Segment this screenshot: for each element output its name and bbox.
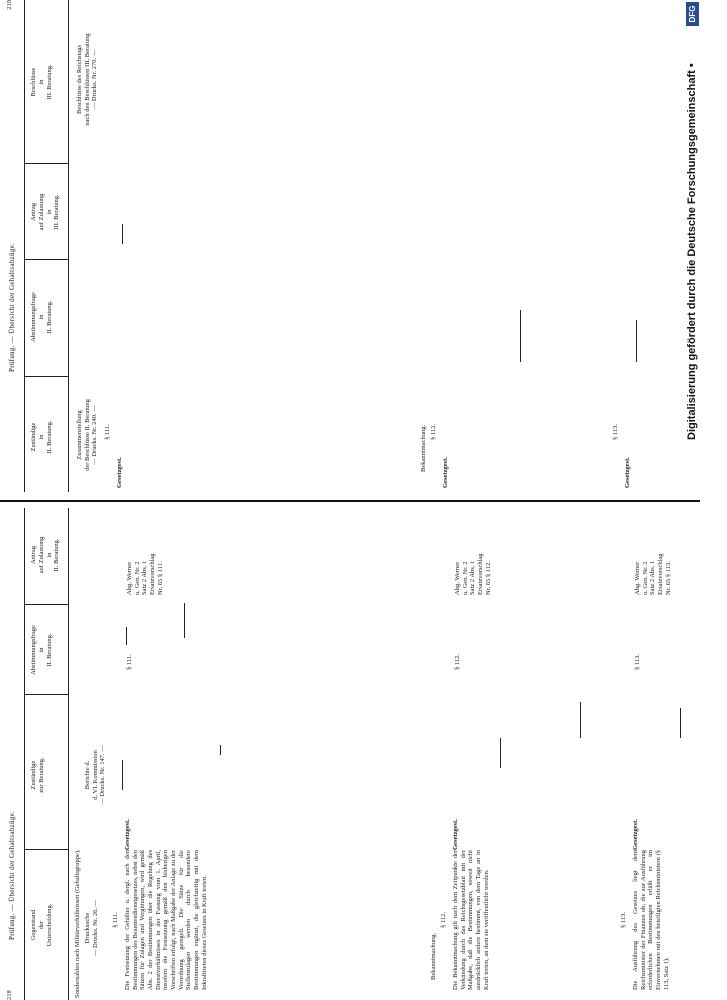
left-header-col2: Zuständige zur Beratung. <box>30 757 45 793</box>
left-section3-blank-a <box>680 708 681 738</box>
left-header-col3: Abstimmungsfrage in II. Beratung. <box>30 625 53 675</box>
right-section2-gesetzt: Gesetzgest. <box>442 457 449 488</box>
left-section3-para: § 113. <box>620 912 627 929</box>
left-section1-para: § 111. <box>112 912 119 928</box>
right-section3-gesetzt: Gesetzgest. <box>624 457 631 488</box>
left-section3-gesetzt: Gesetzgest. <box>632 819 639 850</box>
left-section2-heading: Bekanntmachung. <box>430 932 437 980</box>
right-section2-blank-a <box>520 310 521 362</box>
right-header-col3: Antrag auf Zulassung in III. Beratung. <box>30 193 61 231</box>
left-section3-col3-para: § 113. <box>634 653 641 670</box>
right-header-bottom-rule <box>68 0 69 492</box>
right-page <box>0 0 700 492</box>
right-col-divider-1 <box>24 376 68 377</box>
right-running-head: Prüfung. — Übersicht der Gehaltsabzüge. <box>8 242 16 372</box>
right-header-col2: Abstimmungsfrage in II. Beratung. <box>30 292 53 342</box>
left-section2-para: § 112. <box>440 912 447 929</box>
right-page-number: 219 <box>6 0 13 10</box>
right-header-col1: Zuständige in II. Beratung. <box>30 420 53 454</box>
left-col-divider-3 <box>24 604 68 605</box>
right-col-divider-3 <box>24 163 68 164</box>
left-col-divider-2 <box>24 694 68 695</box>
left-header-col4: Antrag auf Zulassung in II. Beratung. <box>30 536 61 574</box>
gutter-line <box>0 500 700 502</box>
dfg-logo-badge: DFG <box>686 2 699 26</box>
left-header-col1: Gegenstand der Unterscheidung. <box>30 903 53 947</box>
left-section2-blank-b <box>580 702 581 738</box>
left-section1-col3-para: § 111. <box>126 654 133 670</box>
left-section2-col4: Abg. Werner u. Gen. Nr. 2 Satz 2 Abs. 1 Ersatzvorschlag Nr. 65 § 112. <box>454 553 492 595</box>
left-top-rule <box>24 508 25 1000</box>
attribution-strip <box>686 0 700 1000</box>
left-section1-blank-b <box>126 627 127 645</box>
left-section2-col3-para: § 112. <box>454 653 461 670</box>
left-section1-col2-title: Berichte d. d. VI. Kommission — Drucks. Nr. 147. — <box>84 745 107 805</box>
left-header-bottom-rule <box>68 508 69 1000</box>
left-section3-body: Die Ausführung des Gesetzes liegt dem Reichsminister der Finanzen ob; die zur Ausführung erforderlichen Bestimmungen erläßt er im Einvernehmen mit den beteiligten Reichsministern (§ 113, Satz 1). <box>632 850 670 990</box>
left-section1-blank-d <box>220 745 221 755</box>
left-page <box>0 508 700 1000</box>
left-section1-body: Die Festsetzung der Gehälter u. dergl. nach den Bestimmungen des Beamtendienstgesetzes, nebst den Sätzen für Zulagen und Vergütungen, wird gemäß Abs. 2 der Bestimmungen über die Regelung des Dienstverhältnisses in der Fassung vom 1. April, insofern die Festsetzung gemäß den bisherigen Vorschriften erfolgt, nach Maßgabe der Anlage zu der Verordnung geregelt. Die Sätze für die Stellenzulagen werden durch besondere Bestimmungen ergänzt, die gleichzeitig mit dem Inkrafttreten dieses Gesetzes in Kraft treten. <box>124 850 208 990</box>
right-top-rule <box>24 0 25 492</box>
left-section2-body: Die Bekanntmachung gilt nach dem Zeitpunkte der Verkündung durch das Reichsgesetzblatt mit der Maßgabe, daß die Bestimmungen, soweit nicht ausdrücklich anders bestimmt, von dem Tage an in Kraft treten, an dem sie veröffentlicht werden. <box>452 850 490 990</box>
attribution-text: Digitalisierung gefördert durch die Deutsche Forschungsgemeinschaft • <box>686 63 698 440</box>
left-section1-intro: Drucksache — Drucks. Nr. 26. — <box>84 899 99 957</box>
left-section1-gesetzt: Gesetzgest. <box>124 819 131 850</box>
right-section2-heading: Bekanntmachung. <box>420 424 427 472</box>
right-section1-para: § 111. <box>104 424 111 440</box>
right-section2-para: § 112. <box>430 424 437 441</box>
left-section2-gesetzt: Gesetzgest. <box>452 819 459 850</box>
right-section1-col1-title: Zusammenstellung der Beschlüsse II. Beratung — Drucks. Nr. 240. — <box>76 399 99 471</box>
left-section2-blank-a <box>500 738 501 768</box>
left-col-divider-1 <box>24 849 68 850</box>
gutter <box>0 492 700 508</box>
left-section1-col4: Abg. Werner u. Gen. Nr. 2 Satz 2 Abs. 1 Ersatzvorschlag Nr. 65 § 111. <box>126 553 164 595</box>
right-section1-blank-a <box>122 224 123 244</box>
right-col-divider-2 <box>24 259 68 260</box>
right-section1-col4: Beschlüsse des Reichstags nach den Beschlüssen III. Beratung — Drucks. Nr. 270. — <box>76 33 99 126</box>
right-section1-gesetzt: Gesetzgest. <box>116 457 123 488</box>
right-header-col4: Beschlüsse in III. Beratung. <box>30 64 53 100</box>
left-page-number: 218 <box>6 990 13 1000</box>
left-section3-col4: Abg. Werner u. Gen. Nr. 2 Satz 2 Abs. 1 Ersatzvorschlag Nr. 65 § 113. <box>634 553 672 595</box>
right-section3-para: § 113. <box>612 424 619 441</box>
left-section1-heading: Sonderzahlen nach Militärverhältnissen (Gehaltsgruppe). <box>74 849 81 998</box>
left-section1-blank-c <box>184 603 185 638</box>
left-running-head: Prüfung. — Übersicht der Gehaltsabzüge. <box>8 810 16 940</box>
right-section3-blank-a <box>636 320 637 362</box>
left-section1-blank-a <box>122 760 123 790</box>
